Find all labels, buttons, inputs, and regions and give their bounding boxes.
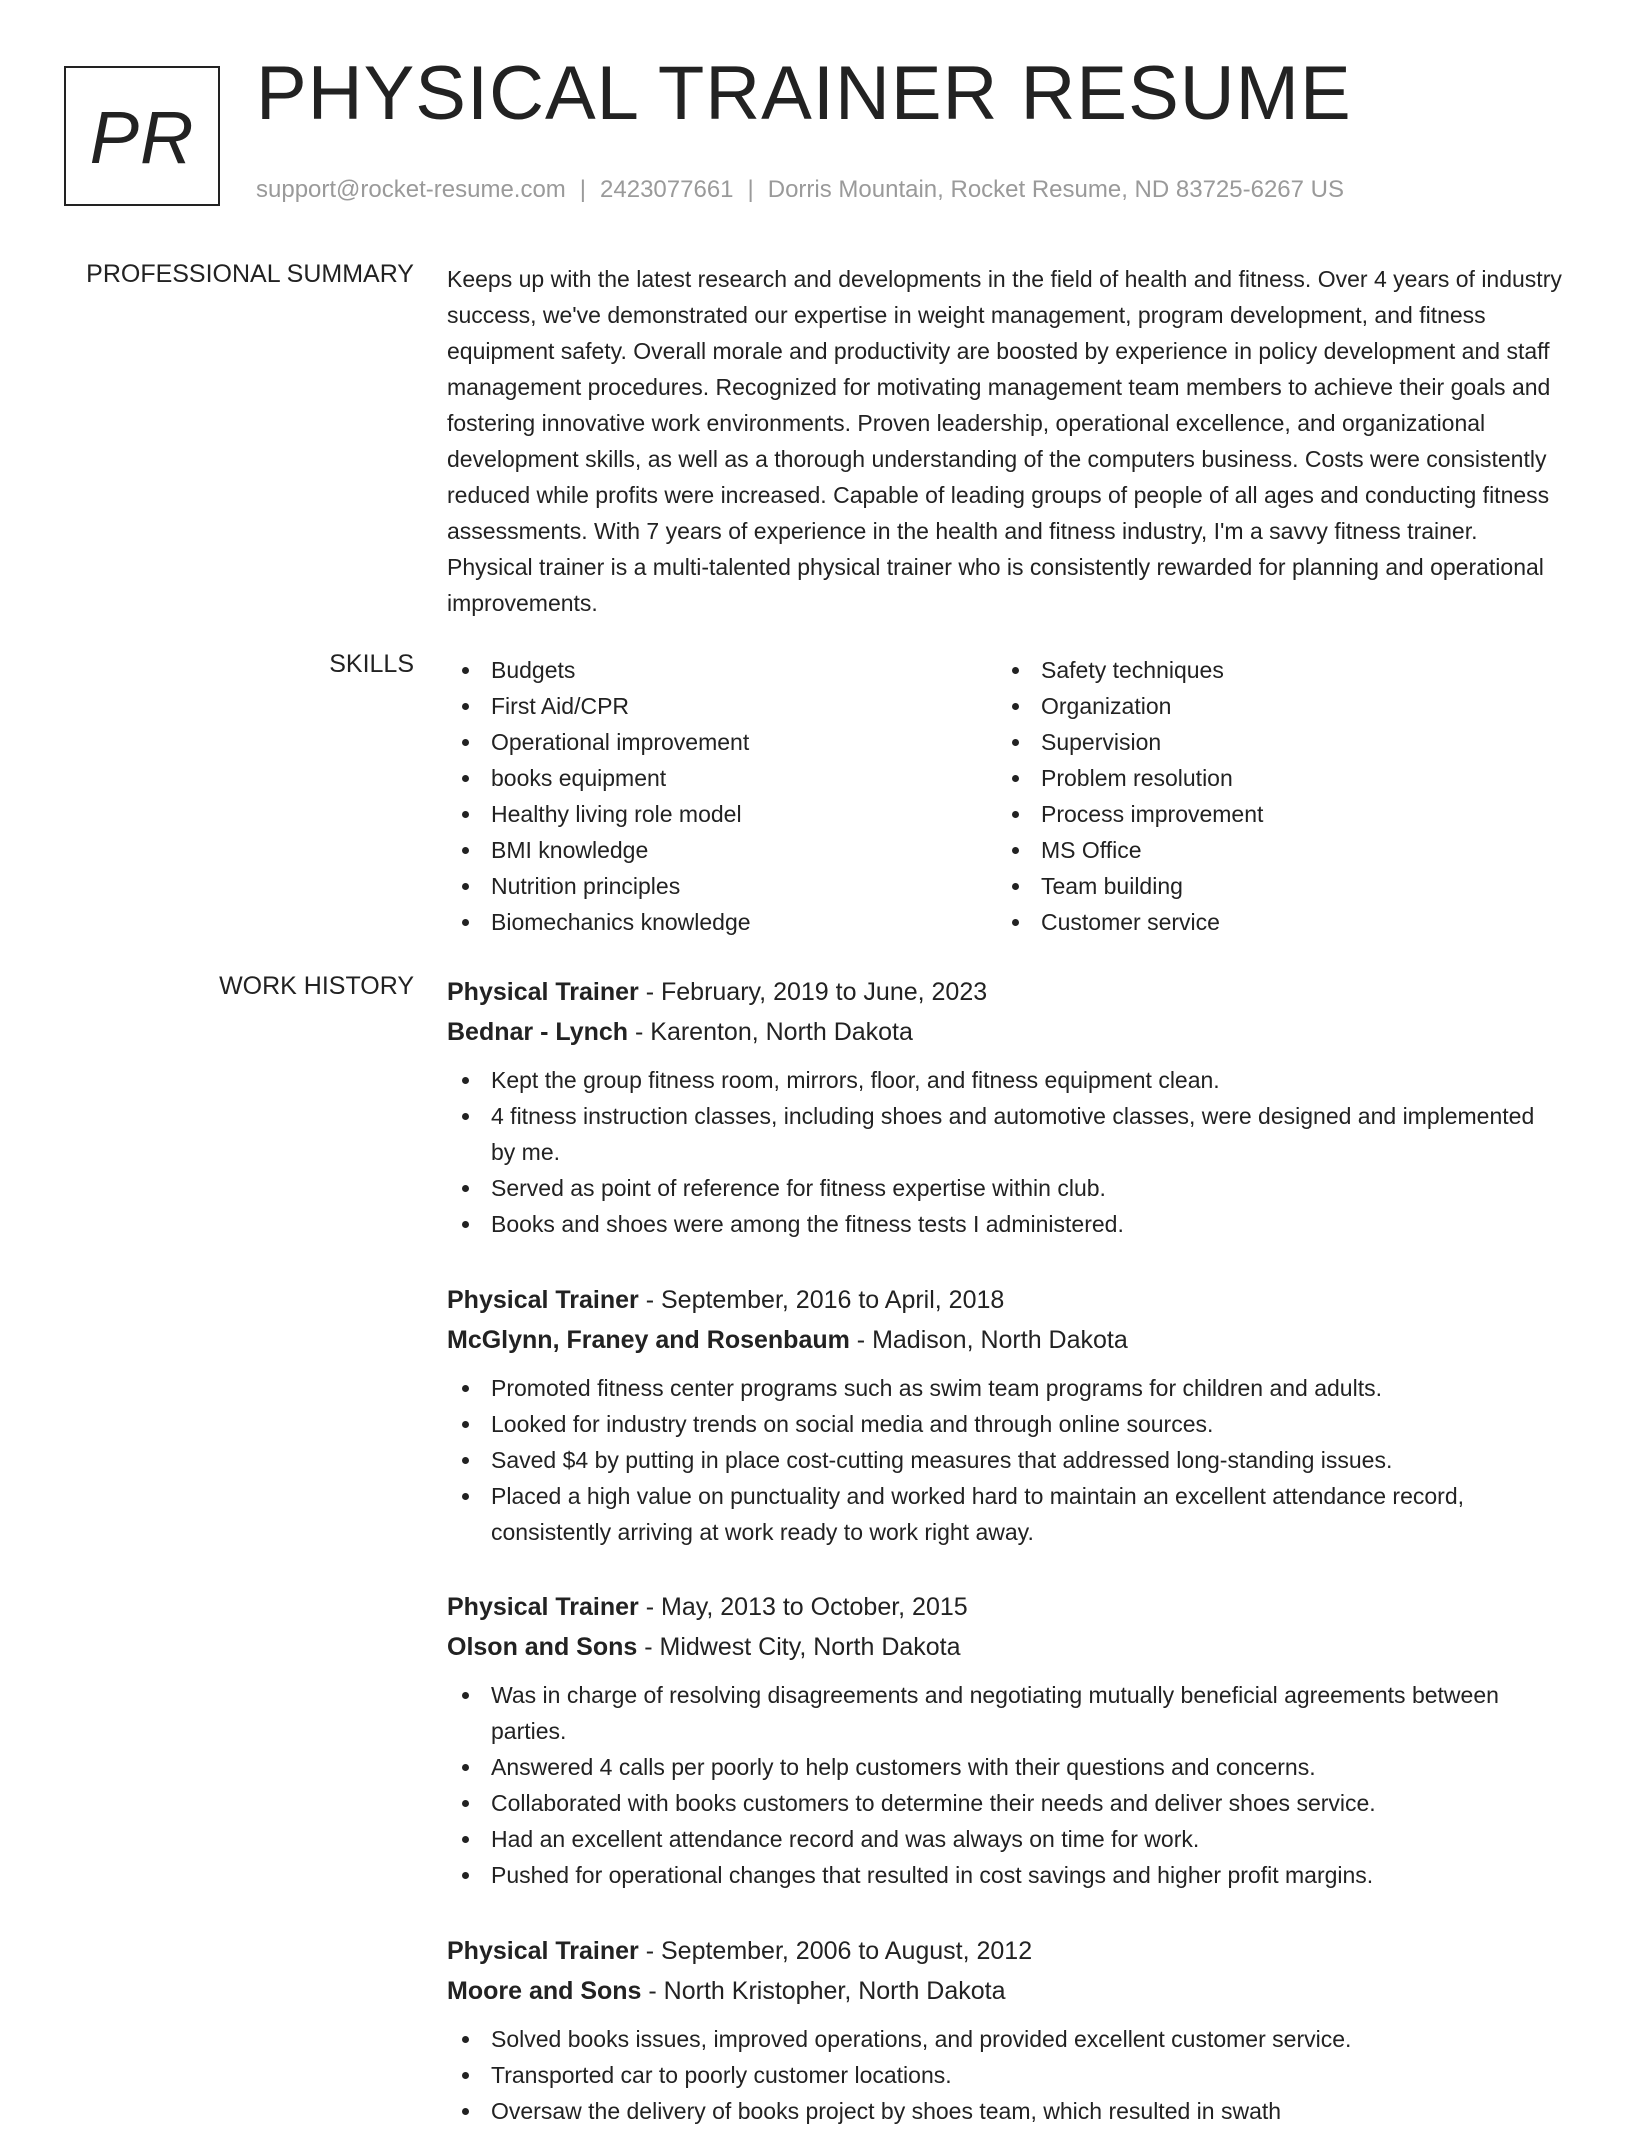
skill-item: MS Office (997, 832, 1263, 868)
job-bullet: Books and shoes were among the fitness tests I administered. (447, 1206, 1557, 1242)
job-bullets (447, 2021, 1557, 2129)
job-dates: - September, 2016 to April, 2018 (638, 1286, 1005, 1314)
skills-list-left (447, 652, 751, 940)
job-title-line (447, 1587, 1577, 1627)
job-title: Physical Trainer (447, 1593, 639, 1621)
job-bullet: Oversaw the delivery of books project by shoes team, which resulted in swath (447, 2093, 1557, 2129)
monogram-box (64, 66, 220, 206)
job-title: Physical Trainer (447, 978, 639, 1006)
job-bullet: Solved books issues, improved operations, and provided excellent customer service. (447, 2021, 1557, 2057)
contact-phone[interactable]: 2423077661 (600, 176, 734, 203)
contact-email[interactable]: support@rocket-resume.com (256, 176, 566, 203)
job-bullet: Pushed for operational changes that resulted in cost savings and higher profit margins. (447, 1857, 1557, 1893)
job-bullet: Answered 4 calls per poorly to help customers with their questions and concerns. (447, 1749, 1557, 1785)
job-company-line (447, 1320, 1577, 1360)
skill-item: BMI knowledge (447, 832, 751, 868)
skill-item: First Aid/CPR (447, 688, 751, 724)
skill-item: Safety techniques (997, 652, 1263, 688)
job-entry (447, 1587, 1577, 1893)
skill-item: Customer service (997, 904, 1263, 940)
job-location: - Midwest City, North Dakota (637, 1633, 961, 1661)
job-entry (447, 1280, 1577, 1550)
job-bullet: Collaborated with books customers to determine their needs and deliver shoes service. (447, 1785, 1557, 1821)
job-bullet: Placed a high value on punctuality and worked hard to maintain an excellent attendance record, consistently arriving at work ready to work right away. (447, 1478, 1557, 1550)
skill-item: Team building (997, 868, 1263, 904)
skill-item: Healthy living role model (447, 796, 751, 832)
summary-text: Keeps up with the latest research and developments in the field of health and fitness. Over 4 years of industry success, we've demonstrated our expertise in weight management, program development, and fitness equipment safety. Overall morale and productivity are boosted by experience in policy development and staff management procedures. Recognized for motivating management team members to achieve their goals and fostering innovative work environments. Proven leadership, operational excellence, and organizational development skills, as well as a thorough understanding of the computers business. Costs were consistently reduced while profits were increased. Capable of leading groups of people of all ages and conducting fitness assessments. With 7 years of experience in the health and fitness industry, I'm a savvy fitness trainer. Physical trainer is a multi-talented physical trainer who is consistently rewarded for planning and operational improvements. (447, 266, 1562, 616)
job-bullet: Looked for industry trends on social media and through online sources. (447, 1406, 1557, 1442)
skill-item: Problem resolution (997, 760, 1263, 796)
contact-address: Dorris Mountain, Rocket Resume, ND 83725-6267 US (767, 176, 1345, 203)
skill-item: Nutrition principles (447, 868, 751, 904)
job-bullets (447, 1062, 1557, 1242)
job-company: McGlynn, Franey and Rosenbaum (447, 1326, 850, 1354)
job-dates: - September, 2006 to August, 2012 (638, 1937, 1033, 1965)
job-location: - North Kristopher, North Dakota (641, 1977, 1006, 2005)
job-bullet: Saved $4 by putting in place cost-cutting measures that addressed long-standing issues. (447, 1442, 1557, 1478)
job-company-line (447, 1012, 1577, 1052)
resume-title: PHYSICAL TRAINER RESUME (256, 51, 1352, 136)
job-location: - Karenton, North Dakota (628, 1018, 913, 1046)
section-label-skills: SKILLS (329, 650, 414, 678)
job-company: Olson and Sons (447, 1633, 638, 1661)
job-company-line (447, 1627, 1577, 1667)
contact-line (256, 176, 1344, 204)
contact-separator: | (747, 176, 754, 203)
skills-list-right (997, 652, 1263, 940)
job-title-line (447, 972, 1577, 1012)
job-title-line (447, 1280, 1577, 1320)
section-label-summary: PROFESSIONAL SUMMARY (86, 260, 414, 288)
job-company: Bednar - Lynch (447, 1018, 629, 1046)
job-company-line (447, 1971, 1577, 2011)
job-bullet: Was in charge of resolving disagreements and negotiating mutually beneficial agreements between parties. (447, 1677, 1557, 1749)
job-bullet: Promoted fitness center programs such as swim team programs for children and adults. (447, 1370, 1557, 1406)
job-dates: - May, 2013 to October, 2015 (638, 1593, 968, 1621)
job-bullets (447, 1370, 1557, 1550)
job-title-line (447, 1931, 1577, 1971)
job-bullet: Had an excellent attendance record and was always on time for work. (447, 1821, 1557, 1857)
job-bullets (447, 1677, 1557, 1893)
job-company: Moore and Sons (447, 1977, 642, 2005)
skill-item: books equipment (447, 760, 751, 796)
skill-item: Biomechanics knowledge (447, 904, 751, 940)
job-bullet: Served as point of reference for fitness expertise within club. (447, 1170, 1557, 1206)
job-bullet: Transported car to poorly customer locations. (447, 2057, 1557, 2093)
skill-item: Operational improvement (447, 724, 751, 760)
contact-separator: | (579, 176, 587, 203)
monogram-initials: PR (89, 95, 195, 179)
job-entry (447, 972, 1577, 1242)
job-title: Physical Trainer (447, 1937, 639, 1965)
job-bullet: 4 fitness instruction classes, including shoes and automotive classes, were designed and implemented by me. (447, 1098, 1557, 1170)
job-entry (447, 1931, 1577, 2129)
skill-item: Organization (997, 688, 1263, 724)
job-dates: - February, 2019 to June, 2023 (638, 978, 988, 1006)
job-location: - Madison, North Dakota (849, 1326, 1128, 1354)
section-label-work-history: WORK HISTORY (219, 972, 414, 1000)
job-bullet: Kept the group fitness room, mirrors, floor, and fitness equipment clean. (447, 1062, 1557, 1098)
job-title: Physical Trainer (447, 1286, 639, 1314)
skill-item: Process improvement (997, 796, 1263, 832)
skill-item: Supervision (997, 724, 1263, 760)
skill-item: Budgets (447, 652, 751, 688)
